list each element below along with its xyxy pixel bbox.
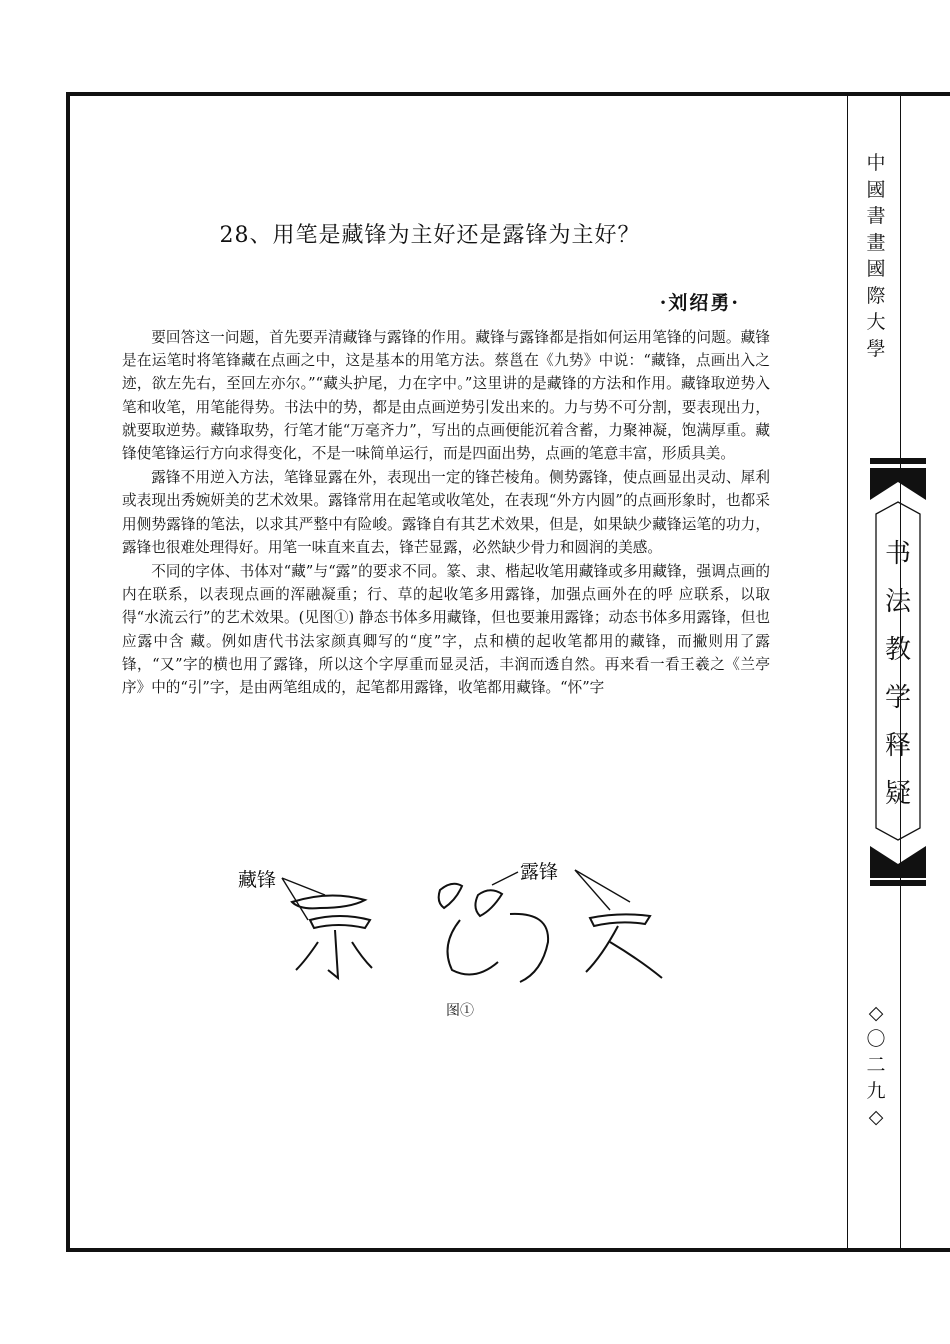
brand-char: 書	[866, 205, 886, 227]
sidebar-divider-left	[847, 96, 848, 1248]
page-number	[858, 1000, 894, 1130]
brand-char: 畫	[866, 231, 886, 254]
section-band-top	[870, 458, 926, 464]
article-body	[122, 326, 770, 700]
page-char: 九	[866, 1080, 886, 1102]
article-author: ·刘绍勇·	[659, 292, 740, 314]
brand-char: 中	[866, 152, 886, 174]
brand-char: 國	[866, 178, 886, 201]
paragraph: 要回答这一问题，首先要弄清藏锋与露锋的作用。藏锋与露锋都是指如何运用笔锋的问题。藏锋是在运笔时将笔锋藏在点画之中，这是基本的用笔方法。蔡邕在《九势》中说：“藏锋，点画出入之迹，欲左先右，至回左亦尔。”“藏头护尾，力在字中。”这里讲的是藏锋的方法和作用。藏锋取逆势入笔和收笔，用笔能得势。书法中的势，都是由点画逆势引发出来的。力与势不可分割，要表现出力，就要取逆势。藏锋取势，行笔才能“万毫齐力”，写出的点画便能沉着含蓄，力聚神凝，饱满厚重。藏锋使笔锋运行方向求得变化，不是一味简单运行，而是四面出势，点画的笔意丰富，形质具美。	[122, 329, 770, 463]
paragraph: 不同的字体、书体对“藏”与“露”的要求不同。篆、隶、楷起收笔用藏锋或多用藏锋，强调点画的内在联系，以表现点画的浑融凝重；行、草的起收笔多用露锋，加强点画外在的呼 应联系，以取得“水流云行”的艺术效果。(见图①) 静态书体多用藏锋，但也要兼用露锋；动态书体多用露锋，但也应露中含 藏。例如唐代书法家颜真卿写的“度”字，点和横的起收笔都用的藏锋，而撇则用了露锋，“又”字的横也用了露锋，所以这个字厚重而显灵活，丰润而透自然。再来看一看王羲之《兰亭序》中的“引”字，是由两笔组成的，起笔都用露锋，收笔都用藏锋。“怀”字	[122, 563, 770, 697]
brand-char: 大	[866, 311, 886, 333]
chevron-bottom-icon	[870, 842, 926, 878]
calligraphy-figure	[230, 850, 680, 990]
section-char: 学	[884, 683, 911, 713]
brand-char: 學	[866, 337, 886, 360]
sidebar-section-title	[872, 530, 924, 818]
chevron-top-icon	[870, 468, 926, 504]
section-char: 书	[884, 539, 911, 569]
sidebar-brand	[858, 150, 894, 362]
paragraph: 露锋不用逆入方法，笔锋显露在外，表现出一定的锋芒棱角。侧势露锋，使点画显出灵动、犀利或表现出秀婉妍美的艺术效果。露锋常用在起笔或收笔处，在表现“外方内圆”的点画形象时，也都采用侧势露锋的笔法，以求其严整中有险峻。露锋自有其艺术效果，但是，如果缺少藏锋运笔的功力，露锋也很难处理得好。用笔一味直来直去，锋芒显露，必然缺少骨力和圆润的美感。	[122, 469, 770, 556]
page-char: 〇	[866, 1028, 886, 1050]
brand-char: 際	[866, 284, 886, 307]
section-char: 疑	[884, 779, 911, 809]
figure-caption: 图①	[446, 1003, 474, 1019]
section-char: 法	[884, 587, 911, 617]
brand-char: 國	[866, 258, 886, 280]
figure-label-hidden: 藏锋	[238, 869, 277, 891]
section-char: 教	[884, 635, 911, 665]
page-char: 二	[866, 1054, 886, 1076]
page-char: ◇	[868, 1106, 884, 1128]
section-char: 释	[884, 731, 911, 761]
figure-label-exposed: 露锋	[520, 861, 559, 883]
page-char: ◇	[868, 1002, 884, 1024]
article-title: 28、用笔是藏锋为主好还是露锋为主好？	[219, 223, 641, 248]
brush-characters	[292, 884, 662, 982]
section-band-bottom	[870, 880, 926, 886]
